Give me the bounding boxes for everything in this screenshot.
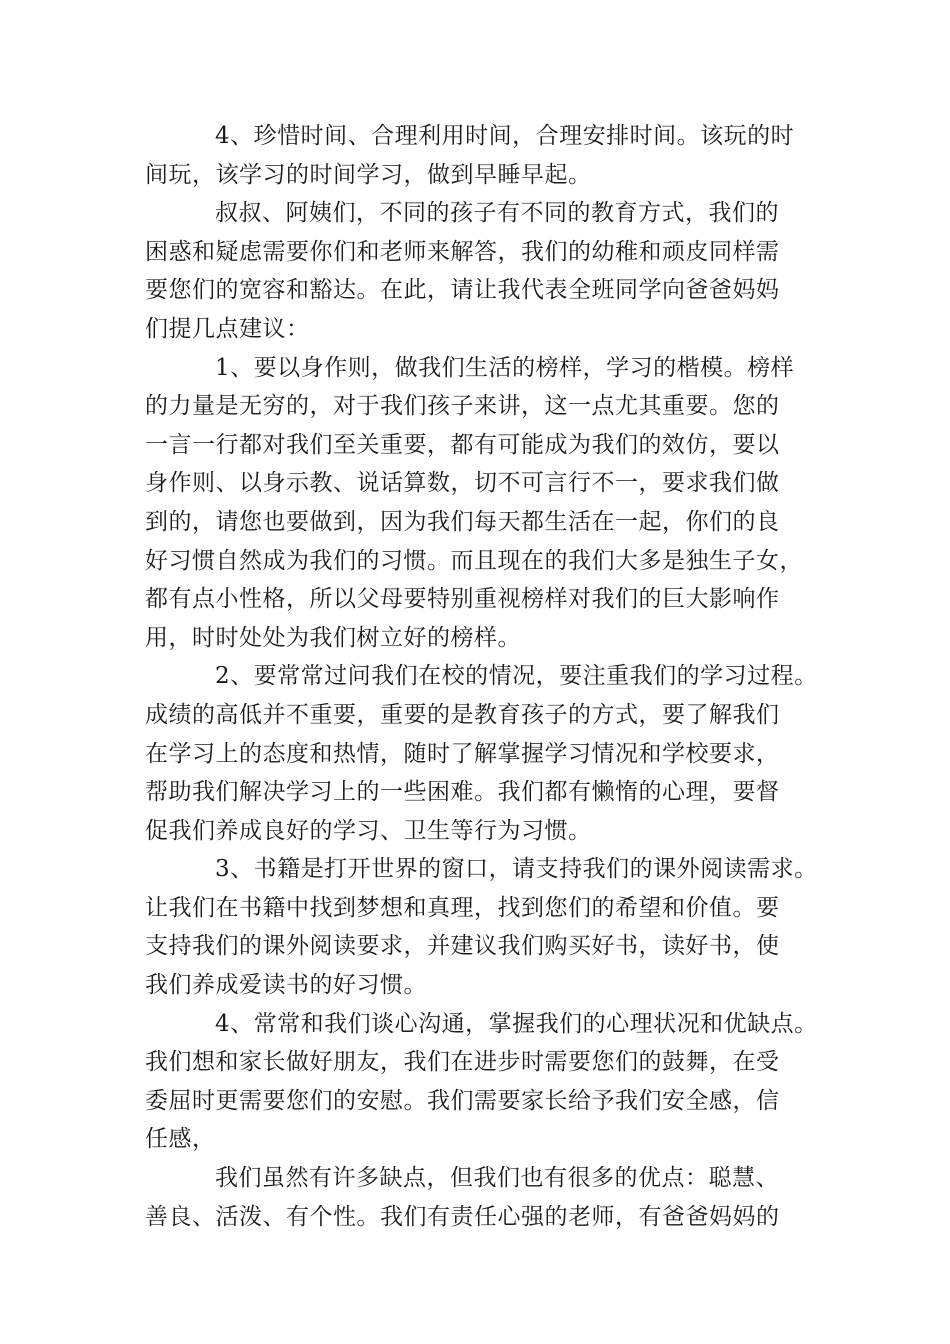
text-line: 到的，请您也要做到，因为我们每天都生活在一起，你们的良 [145, 508, 780, 535]
text-line: 4、常常和我们谈心沟通，掌握我们的心理状况和优缺点。 [215, 1010, 818, 1037]
text-line: 身作则、以身示教、说话算数，切不可言行不一，要求我们做 [145, 470, 780, 497]
text-line: 好习惯自然成为我们的习惯。而且现在的我们大多是独生子女， [145, 547, 803, 574]
text-line: 我们想和家长做好朋友，我们在进步时需要您们的鼓舞，在受 [145, 1049, 780, 1076]
text-line: 们提几点建议： [145, 315, 310, 342]
text-line: 的力量是无穷的，对于我们孩子来讲，这一点尤其重要。您的 [145, 393, 780, 420]
text-line: 帮助我们解决学习上的一些困难。我们都有懒惰的心理，要督 [145, 779, 780, 806]
text-line: 支持我们的课外阅读要求，并建议我们购买好书，读好书，使 [145, 933, 780, 960]
paragraph [145, 117, 825, 194]
paragraph [145, 850, 825, 1004]
paragraph [145, 194, 825, 348]
text-line: 都有点小性格，所以父母要特别重视榜样对我们的巨大影响作 [145, 586, 780, 613]
text-line: 3、书籍是打开世界的窗口，请支持我们的课外阅读需求。 [215, 856, 818, 883]
text-line: 在学习上的态度和热情，随时了解掌握学习情况和学校要求， [145, 740, 780, 767]
text-line: 要您们的宽容和豁达。在此，请让我代表全班同学向爸爸妈妈 [145, 277, 780, 304]
text-line: 善良、活泼、有个性。我们有责任心强的老师，有爸爸妈妈的 [145, 1203, 780, 1230]
text-line: 我们虽然有许多缺点，但我们也有很多的优点：聪慧、 [215, 1165, 779, 1192]
text-line: 任感， [145, 1126, 216, 1153]
text-line: 促我们养成良好的学习、卫生等行为习惯。 [145, 817, 592, 844]
text-line: 一言一行都对我们至关重要，都有可能成为我们的效仿，要以 [145, 431, 780, 458]
text-line: 困惑和疑虑需要你们和老师来解答，我们的幼稚和顽皮同样需 [145, 238, 780, 265]
text-line: 2、要常常过问我们在校的情况，要注重我们的学习过程。 [215, 663, 818, 690]
body-text [145, 117, 825, 1236]
text-line: 间玩，该学习的时间学习，做到早睡早起。 [145, 161, 592, 188]
text-line: 用，时时处处为我们树立好的榜样。 [145, 624, 521, 651]
paragraph [145, 349, 825, 658]
paragraph [145, 1005, 825, 1159]
paragraph [145, 1159, 825, 1236]
text-line: 叔叔、阿姨们，不同的孩子有不同的教育方式，我们的 [215, 200, 779, 227]
paragraph [145, 657, 825, 850]
text-line: 委屈时更需要您们的安慰。我们需要家长给予我们安全感，信 [145, 1087, 780, 1114]
text-line: 4、珍惜时间、合理利用时间，合理安排时间。该玩的时 [215, 123, 795, 149]
text-line: 1、要以身作则，做我们生活的榜样，学习的楷模。榜样 [215, 354, 795, 381]
text-line: 我们养成爱读书的好习惯。 [145, 972, 427, 999]
text-line: 成绩的高低并不重要，重要的是教育孩子的方式，要了解我们 [145, 701, 780, 728]
text-line: 让我们在书籍中找到梦想和真理，找到您们的希望和价值。要 [145, 894, 780, 921]
